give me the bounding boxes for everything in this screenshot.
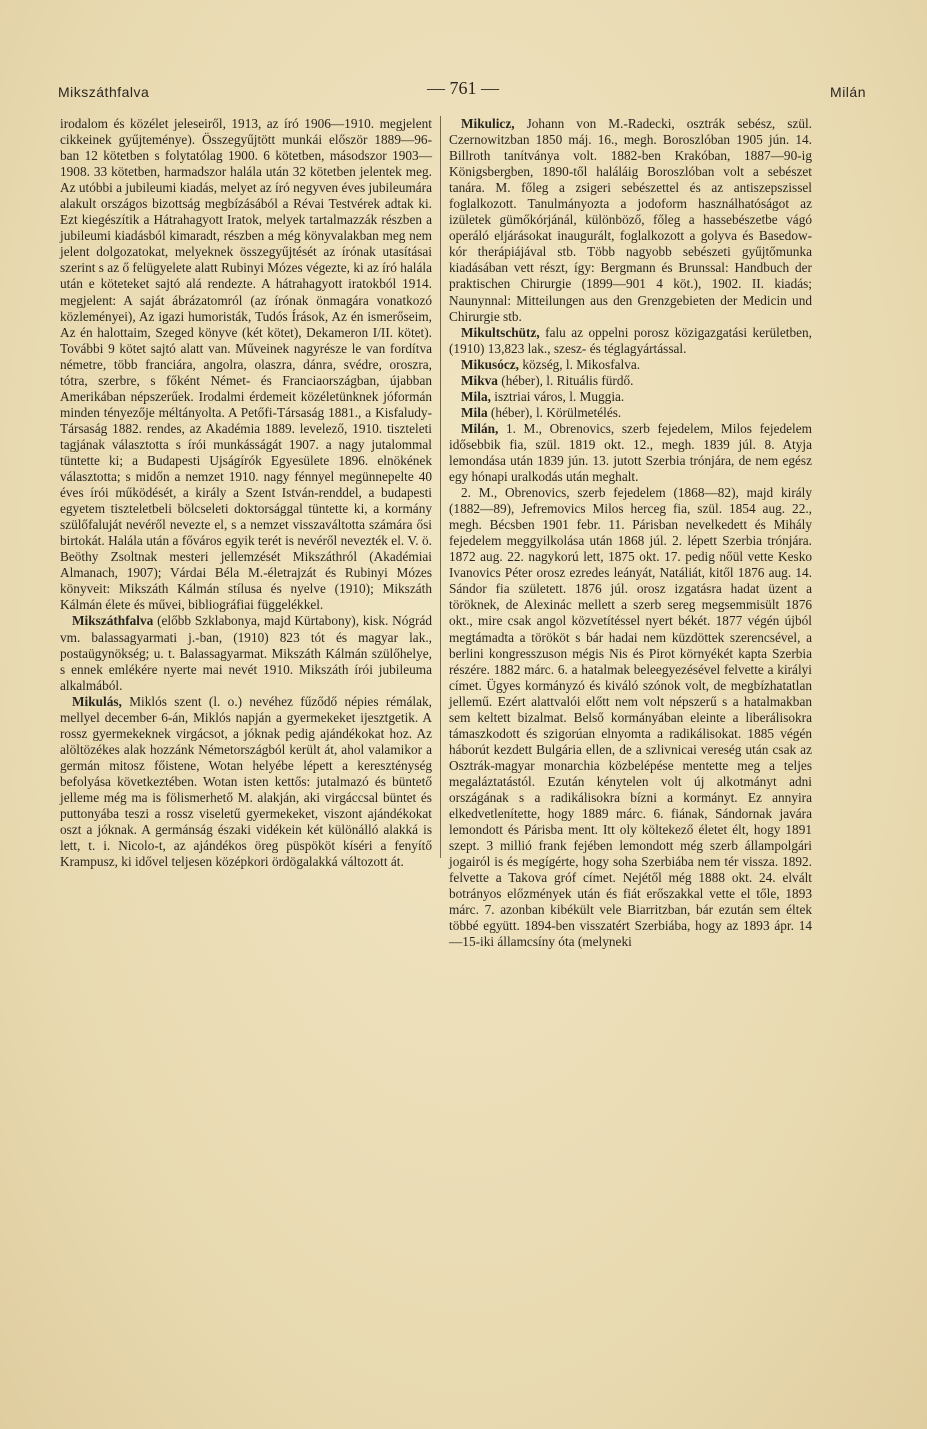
left-column — [60, 116, 432, 870]
page-number: — 761 — — [427, 78, 499, 98]
entry-mikusocz: Mikusócz, község, l. Mikosfalva. — [461, 356, 641, 372]
right-column — [449, 116, 812, 950]
headword: Mikva — [461, 372, 498, 388]
headword: Mikulás, — [72, 693, 122, 709]
headword: Mila, — [461, 388, 491, 404]
entry-mila-2: Mila (héber), l. Körülmetélés. — [461, 404, 622, 420]
entry-mila-1: Mila, isztriai város, l. Muggia. — [461, 388, 625, 404]
entry-milan-2: 2. M., Obrenovics, szerb fejedelem (1868—82), majd király (1882—89), Jefremovics Milos herceg fia, szül. 1854 aug. 22., megh. Bécsben 1901 febr. 11. Párisban nevelkedett és Mihály fejedelem meggyilkolása után 1868 júl. 2. lépett Szerbia trónjára. 1872 aug. 22. nagykorú lett, 1875 okt. 17. pedig nőül vette Kesko Ivanovics Péter orosz ezredes leányát, Natáliát, kitől 1876 aug. 14. Sándor fia született. 1876 júl. orosz izgatásra hadat üzent a töröknek, de Alexinác mellett a szerb sereg megsemmisült 1876 okt., mire csak angol közvetítéssel nyert békét. 1877 végén újból megtámadta a törököt s bár hadai nem küzdöttek szerencsével, a berlini kongresszuson mégis Nis és Pirot környékét kapta Szerbia részére. 1882 márc. 6. a hatalmak beleegyezésével felvette a királyi címet. Ügyes kormányzó és kiváló szónok volt, de megbízhatatlan jellemű. Ezért alattvalói előtt nem volt népszerű s a hatalmakban sem keltett bizalmat. Belső kormányában eleinte a liberálisokra támaszkodott és szigorúan elnyomta a radikálisokat. 1885 végén háborút kezdett Bulgária ellen, de a szlivnicai vereség után csak az Osztrák-magyar monarchia közbelépése mentette meg a teljes megaláztatástól. Ezután kénytelen volt új alkotmányt adni országának s a radikálisokra bízni a kormányt. Ez annyira elkedvetlenítette, hogy 1889 márc. 6. fiának, Sándornak javára lemondott és Párisba ment. Itt oly költekező életet élt, hogy 1891 szept. 3 millió frank fejében lemondott még szerb állampolgári jogairól is és megígérte, hogy soha Szerbiába nem tér vissza. 1892. felvette a Takova gróf címet. Nejétől még 1888 okt. 24. elvált botrányos előzmények után és fiát erőszakkal vette el tőle, 1893 márc. 7. azonban kibékült vele Biarritzban, bár ezután sem éltek többé együtt. 1894-ben visszatért Szerbiába, hogy az 1893 ápr. 14—15-iki államcsíny óta (melyneki — [449, 485, 812, 950]
running-head-left: Mikszáthfalva — [58, 84, 150, 100]
headword: Mikulicz, — [461, 116, 515, 131]
entry-mikulicz: Mikulicz, Johann von M.-Radecki, osztrák sebész, szül. Czernowitzban 1850 máj. 16., megh. Boroszlóban 1905 jún. 14. Billroth tanítványa volt. 1882-ben Krakóban, 1887—90-ig Königsbergben, 1890-től haláláig Boroszlóban volt a sebészet tanára. M. főleg a zsigeri sebészettel és az antiszepszissel foglalkozott. Tanulmányozta a jodoform használhatóságot az izületek gümőkórjánál, különböző, főleg a hassebészetbe vágó operáló eljárásokat inaugurált, foglalkozott a golyva és Basedow-kór therápiájával stb. Több nagyobb sebészeti gyűjtőmunka kiadásában vett részt, így: Bergmann és Brunssal: Handbuch der praktischen Chirurgie (1899—901 4 köt.), 1902. II. kiadás; Naunynnal: Mitteilungen aus den Grenzgebieten der Medicin und Chirurgie stb. — [449, 116, 812, 324]
entry-continuation: irodalom és közélet jeleseiről, 1913, az író 1906—1910. megjelent cikkeinek gyűjteménye). Összegyűjtött munkái először 1889—96-ban 12 kötetben s folytatólag 1900. 6 kötetben, másodszor 1903—1908. 33 kötetben, harmadszor halála után 32 kötetben jelentek meg. Az utóbbi a jubileumi kiadás, melyet az író negyven éves jubileumára alakult országos bizottság megbízásából a Révai Testvérek adtak ki. Ezt kiegészítik a Hátrahagyott Iratok, melyek tartalmazzák részben a jubileumi kiadásból kimaradt, részben a még könyvalakban meg nem jelent dolgozatokat, melyeknek összegyűjtését az írónak utasításai szerint s az ő felügyelete alatt Rubinyi Mózes végezte, ki az író halála után e köteteket sajtó alá rendezte. A hátrahagyott iratokból 1914. megjelent: A saját ábrázatomról (az írónak önmagára vonatkozó közleményei), Az igazi humoristák, Tudós Írások, Az én ismerőseim, Az én halottaim, Szeged könyve (két kötet), Dekameron I/II. kötet). További 9 kötet sajtó alatt van. Műveinek nagyrésze le van fordítva németre, több franciára, angolra, olaszra, dánra, svédre, oroszra, tótra, szerbre, s főként Német- és Franciaországban, újabban Amerikában népszerűek. Irodalmi érdemeit közéletünknek jóformán minden tényezője méltányolta. A Petőfi-Társaság 1881., a Kisfaludy-Társaság 1882. rendes, az Akadémia 1889. levelező, 1910. tiszteleti tagjának választotta s írói munkásságát 1907. a nagy jutalommal tüntette ki; a Budapesti Ujságírók Egyesülete 1896. elnökének választotta; s midőn a nemzet 1910. nagy fénnyel megünnepelte 40 éves írói működését, a király a Szent István-renddel, a budapesti egyetem tiszteletbeli bölcseleti doktorsággal tüntette ki, a kormány szülőfaluját nevéről nevezte el, s a nemzet visszaváltotta számára ősi birtokát. Halála után a főváros egyik terét is nevéről nevezték el. V. ö. Beöthy Zsoltnak mesteri jellemzését Mikszáthról (Akadémiai Almanach, 1907); Várdai Béla M.-életrajzát és Rubinyi Mózes könyveit: Mikszáth Kálmán stílusa és nyelve (1910); Mikszáth Kálmán élete és művei, bibliográfiai függelékkel. — [60, 116, 432, 613]
headword: Mikusócz, — [461, 356, 519, 372]
entry-milan-1: Milán, 1. M., Obrenovics, szerb fejedelem, Milos fejedelem idősebbik fia, szül. 1819 okt. 12., megh. 1839 júl. 8. Atyja lemondása után 1839 jún. 13. jutott Szerbia trónjára, de nem egész egy hónapi uralkodás után meghalt. — [449, 420, 812, 485]
headword: Mikultschütz, — [461, 324, 540, 340]
entry-mikva: Mikva (héber), l. Rituális fürdő. — [461, 372, 634, 388]
entry-mikultschutz: Mikultschütz, falu az oppelni porosz közigazgatási kerületben, (1910) 13,823 lak., szesz- és téglagyártással. — [449, 324, 812, 356]
column-divider — [440, 116, 441, 858]
running-head-right: Milán — [830, 84, 866, 100]
headword: Milán, — [461, 420, 499, 436]
page-header — [58, 78, 866, 104]
entry-mikszathfalva: Mikszáthfalva (előbb Szklabonya, majd Kürtabony), kisk. Nógrád vm. balassagyarmati j.-ban, (1910) 823 tót és magyar lak., postaügynökség; u. t. Balassagyarmat. Mikszáth Kálmán szülőhelye, s ennek emlékére nyerte mai nevét 1910. Mikszáth írói jubileuma alkalmából. — [60, 613, 432, 693]
entry-mikulas: Mikulás, Miklós szent (l. o.) nevéhez fűződő népies rémálak, mellyel december 6-án, Miklós napján a gyermekeket ijesztgetik. A rossz gyermekeknek virgácsot, a jóknak pedig ajándékokat hoz. Az alöltözékes alak hozzánk Németországból került át, ahol valamikor a germán mitosz főistene, Wotan helyébe lépett a kereszténység befolyása következtében. Wotan isten kettős: jutalmazó és büntető jelleme még ma is fölismerhető M. alakján, aki virgáccsal büntet és puttonyába teszi a rossz viseletű gyermekeket, viszont ajándékokat oszt a jóknak. A germánság északi vidékein két különálló alakká is lett, t. i. Nicolo-t, az ajándékos öreg püspököt kíséri a fenyítő Krampusz, ki idővel teljesen középkori ördögalakká változott át. — [60, 693, 432, 870]
headword: Mila — [461, 404, 488, 420]
headword: Mikszáthfalva — [72, 613, 154, 629]
